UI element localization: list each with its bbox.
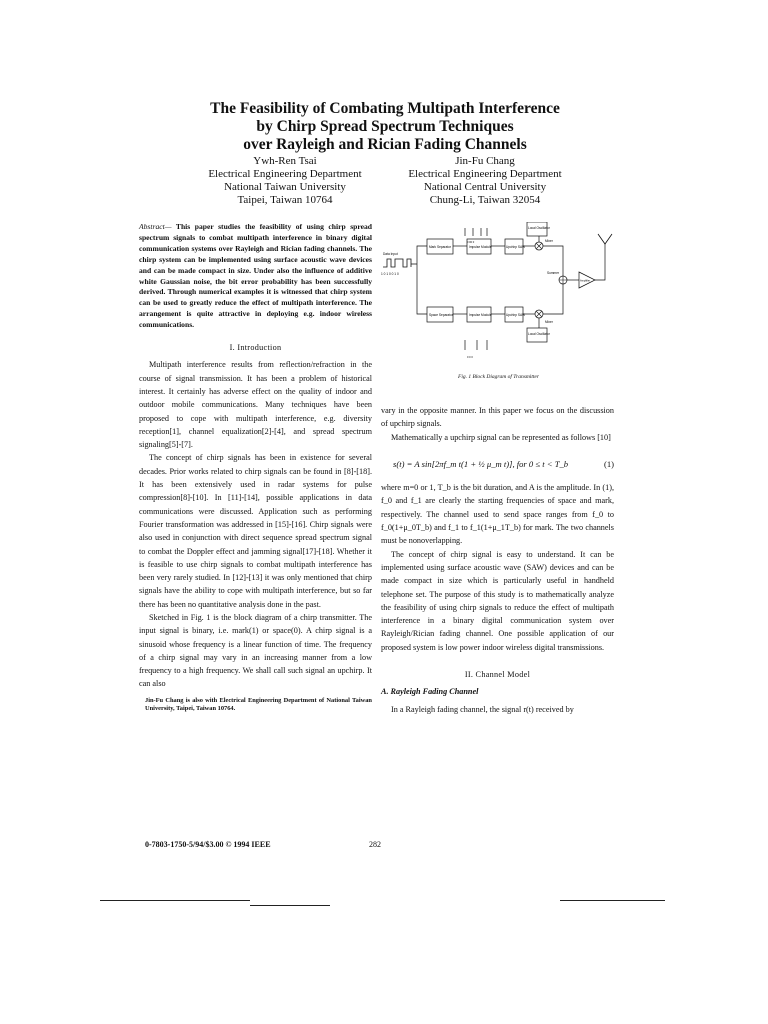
figure-caption: Fig. 1 Block Diagram of Transmitter <box>458 374 539 380</box>
scan-artifact-line-left <box>100 900 250 901</box>
figure-transmitter-block-diagram <box>381 222 616 384</box>
data-input-label: Data Input <box>383 252 398 256</box>
equation-1-body: s(t) = A sin[2πf_m t(1 + ½ μ_m t)], for 0 ≤ t < T_b <box>393 458 569 469</box>
top-chirp-ticks <box>465 228 487 236</box>
intro-paragraph-3: Sketched in Fig. 1 is the block diagram of a chirp transmitter. The input signal is binary, i.e. mark(1) or space(0). A chirp signal is a sinusoid whose frequency is a linear function of time. The frequency of a chirp signal may vary in an increasing manner from a low frequency to a high frequency. We shall call such signal an upchirp. It can also <box>139 613 372 689</box>
author-2-name: Jin-Fu Chang <box>455 155 515 167</box>
bottom-chirp-ticks <box>465 340 487 350</box>
oscillator-top-label: Local Oscillator <box>528 226 550 230</box>
paper-title <box>140 100 630 154</box>
right-paragraph-2: Mathematically a upchirp signal can be represented as follows [10] <box>391 432 611 442</box>
scan-artifact-line-right <box>560 900 665 901</box>
right-paragraph-5: In a Rayleigh fading channel, the signal r(t) received by <box>391 704 574 714</box>
block-diagram-svg <box>381 222 616 372</box>
author-1-place: Taipei, Taiwan 10764 <box>237 194 333 206</box>
equation-1-number: (1) <box>603 458 614 469</box>
author-1 <box>180 155 390 207</box>
right-paragraph-3: where m=0 or 1, T_b is the bit duration, and A is the amplitude. In (1), f_0 and f_1 are clearly the starting frequencies of space and mark, respectively. The channel used to send space ranges from f_0 to f_0(1+μ_0T_b) and f_1 to f_1(1+μ_1T_b) for mark. The two channels must be nonoverlapping. <box>381 483 614 546</box>
author-2-place: Chung-Li, Taiwan 32054 <box>429 194 541 206</box>
antenna-feed <box>595 244 605 280</box>
author-1-univ: National Taiwan University <box>224 181 346 193</box>
saw-top-label: Upchirp SAW <box>506 245 526 249</box>
left-column <box>139 222 372 714</box>
abstract-lead: Abstract— <box>139 222 172 231</box>
section-heading-channel-model: II. Channel Model <box>464 670 531 680</box>
intro-paragraph-2: The concept of chirp signals has been in existence for several decades. Prior works related to chirp signals can be found in [8]-[18]. It has been extensively used in radar systems for pulse compression[8]-[10]. In [11]-[14], possible applications in data communications were discussed. Application such as performing Fourier transformation was addressed in [15]-[16]. Chirp signals were also used in conjunction with direct sequence spread spectrum signal to combat the Doppler effect and jamming signal[17]-[18]. Whether it is feasible to use chirp signals to combat multipath interference has been very rarely studied. In [12]-[13] it was only mentioned that chirp signals have the ability to cope with multipath interference, but so far there has been no quantitative analysis done in the past. <box>139 453 372 609</box>
oscillator-bottom-label: Local Oscillator <box>528 332 550 336</box>
mark-separator-label: Mark Separator <box>429 245 451 249</box>
input-branch-lines <box>411 246 427 314</box>
scan-artifact-line-mid <box>250 905 330 906</box>
author-1-name: Ywh-Ren Tsai <box>253 155 317 167</box>
impulse-module-bottom-label: Impulse Module <box>469 313 492 317</box>
mixer-top-label: Mixer <box>545 239 553 243</box>
input-bits-label: 1 0 1 0 0 1 0 <box>381 272 399 276</box>
mixer-bottom-label: Mixer <box>545 320 553 324</box>
author-1-dept: Electrical Engineering Department <box>208 168 362 180</box>
antenna-icon <box>598 234 612 244</box>
summer-label: Summer <box>547 271 560 275</box>
abstract-text: This paper studies the feasibility of using chirp spread spectrum signals to combat multipath interference in binary digital communication systems over Rayleigh and Rician fading channels. The chirp system can be implemented using surface acoustic wave devices and can be made compact in size. Under also the influence of additive white Gaussian noise, the bit error probability has been successfully derived. Through numerical examples it is witnessed that chirp system can be used to greatly reduce the effect of multipath interference. The arrangement is quite attractive in deploying e.g. indoor wireless communications. <box>139 222 372 330</box>
top-ticks-label: 0 00 0 <box>467 241 475 244</box>
author-2-dept: Electrical Engineering Department <box>408 168 562 180</box>
author-block <box>180 155 590 215</box>
impulse-module-top-label: Impulse Module <box>469 245 492 249</box>
abstract <box>139 222 372 331</box>
amplifier-label: Amplifier <box>580 279 591 283</box>
page-number: 282 <box>369 840 381 849</box>
author-2-univ: National Central University <box>423 181 547 193</box>
right-paragraph-1: vary in the opposite manner. In this paper we focus on the discussion of upchirp signals. <box>381 406 614 429</box>
equation-1 <box>381 458 614 471</box>
intro-paragraph-1: Multipath interference results from reflection/refraction in the course of signal transmission. It has been a problem of historical interest. It certainly has adverse effect on the quality of indoor and outdoor mobile communications. Many techniques have been proposed to cope with multipath interference, e.g. diversity reception[1], channel equalization[2]-[4], and spread spectrum signaling[5]-[7]. <box>139 360 372 450</box>
title-line-3: over Rayleigh and Rician Fading Channels <box>243 136 527 153</box>
subsection-rayleigh: A. Rayleigh Fading Channel <box>381 687 479 697</box>
right-column <box>381 404 614 716</box>
copyright-notice: 0-7803-1750-5/94/$3.00 © 1994 IEEE <box>145 840 271 849</box>
input-waveform <box>383 259 411 267</box>
saw-bottom-label: Upchirp SAW <box>506 313 526 317</box>
title-line-2: by Chirp Spread Spectrum Techniques <box>256 118 514 135</box>
footnote: Jin-Fu Chang is also with Electrical Engineering Department of National Taiwan University, Taipei, Taiwan 10764. <box>145 696 372 713</box>
title-line-1: The Feasibility of Combating Multipath Interference <box>210 100 560 117</box>
bottom-ticks-label: 0 0 0 <box>467 356 473 359</box>
right-paragraph-4: The concept of chirp signal is easy to understand. It can be implemented using surface acoustic wave (SAW) devices and can be made compact in size which is particularly useful in handheld telephone set. The purpose of this study is to mathematically analyze the feasibility of using chirp signals to reduce the effect of multipath interference in a binary digital communication system over Rayleigh/Rician fading channel. One possible application of our proposed system is low power indoor wireless digital transmissions. <box>381 549 614 652</box>
author-2 <box>380 155 590 207</box>
section-heading-introduction: I. Introduction <box>229 343 282 353</box>
space-separator-label: Space Separator <box>429 313 453 317</box>
